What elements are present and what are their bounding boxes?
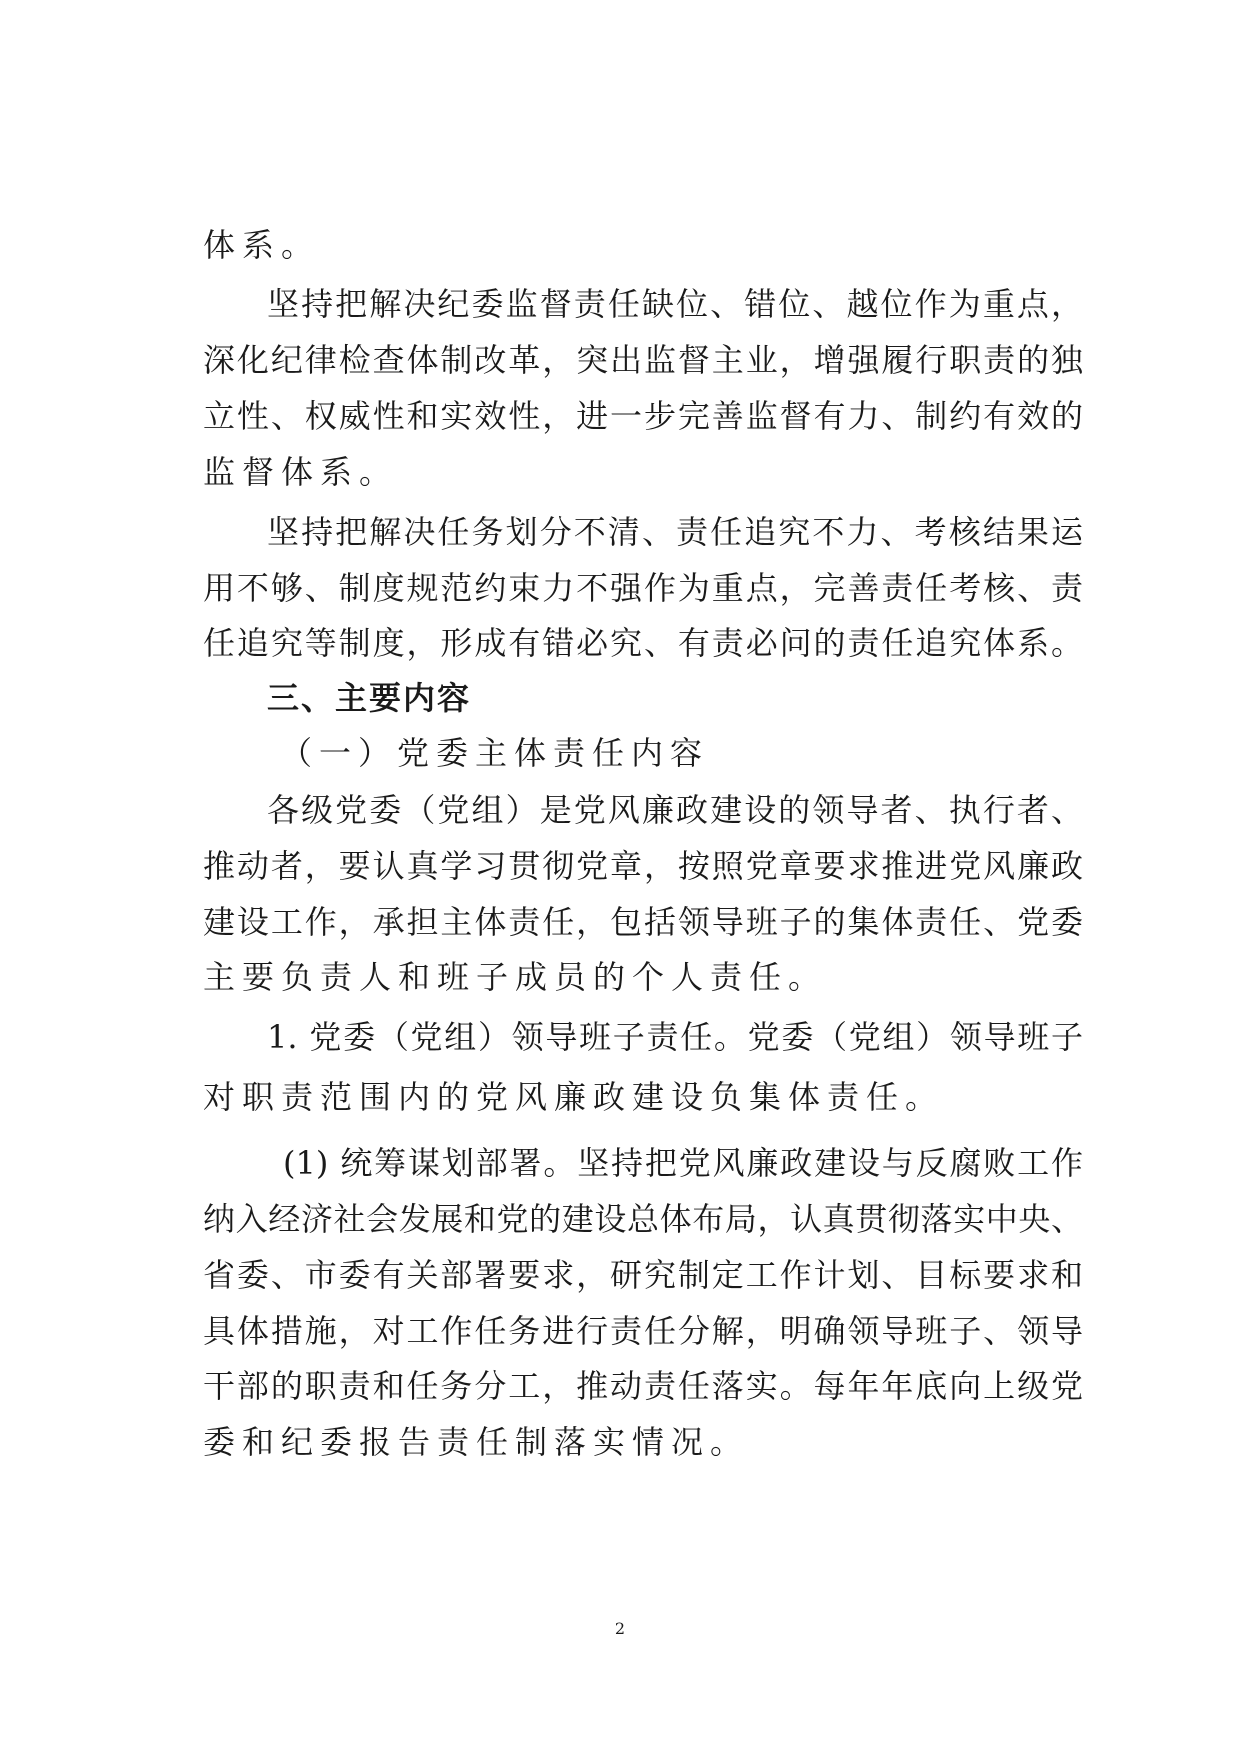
section-heading: 三、主要内容: [267, 679, 472, 717]
text-line: 省委、市委有关部署要求，研究制定工作计划、目标要求和: [203, 1256, 1083, 1294]
text-line: 任追究等制度，形成有错必究、有责必问的责任追究体系。: [203, 624, 1083, 662]
text-line: 深化纪律检查体制改革，突出监督主业，增强履行职责的独: [203, 341, 1083, 379]
text-line: 推动者，要认真学习贯彻党章，按照党章要求推进党风廉政: [203, 847, 1083, 885]
text-line: 坚持把解决纪委监督责任缺位、错位、越位作为重点，: [267, 285, 1083, 323]
text-line: 立性、权威性和实效性，进一步完善监督有力、制约有效的: [203, 397, 1083, 435]
text-line: 1. 党委（党组）领导班子责任。党委（党组）领导班子: [267, 1018, 1083, 1056]
text-line: 具体措施，对工作任务进行责任分解，明确领导班子、领导: [203, 1312, 1083, 1350]
text-line: 建设工作，承担主体责任，包括领导班子的集体责任、党委: [203, 903, 1083, 941]
text-line: 干部的职责和任务分工，推动责任落实。每年年底向上级党: [203, 1367, 1083, 1405]
text-line: 委和纪委报告责任制落实情况。: [203, 1423, 750, 1461]
text-line: 主要负责人和班子成员的个人责任。: [203, 958, 828, 996]
text-line: 监督体系。: [203, 453, 399, 491]
page-number: 2: [614, 1619, 626, 1638]
text-line: 用不够、制度规范约束力不强作为重点，完善责任考核、责: [203, 569, 1083, 607]
text-line: 体系。: [203, 226, 321, 264]
text-line: 各级党委（党组）是党风廉政建设的领导者、执行者、: [267, 791, 1083, 829]
text-line: 坚持把解决任务划分不清、责任追究不力、考核结果运: [267, 513, 1083, 551]
text-line: 对职责范围内的党风廉政建设负集体责任。: [203, 1078, 945, 1116]
subsection-heading: （一）党委主体责任内容: [280, 734, 710, 772]
text-line: 纳入经济社会发展和党的建设总体布局，认真贯彻落实中央、: [203, 1200, 1083, 1238]
text-line: (1) 统筹谋划部署。坚持把党风廉政建设与反腐败工作: [283, 1144, 1083, 1182]
